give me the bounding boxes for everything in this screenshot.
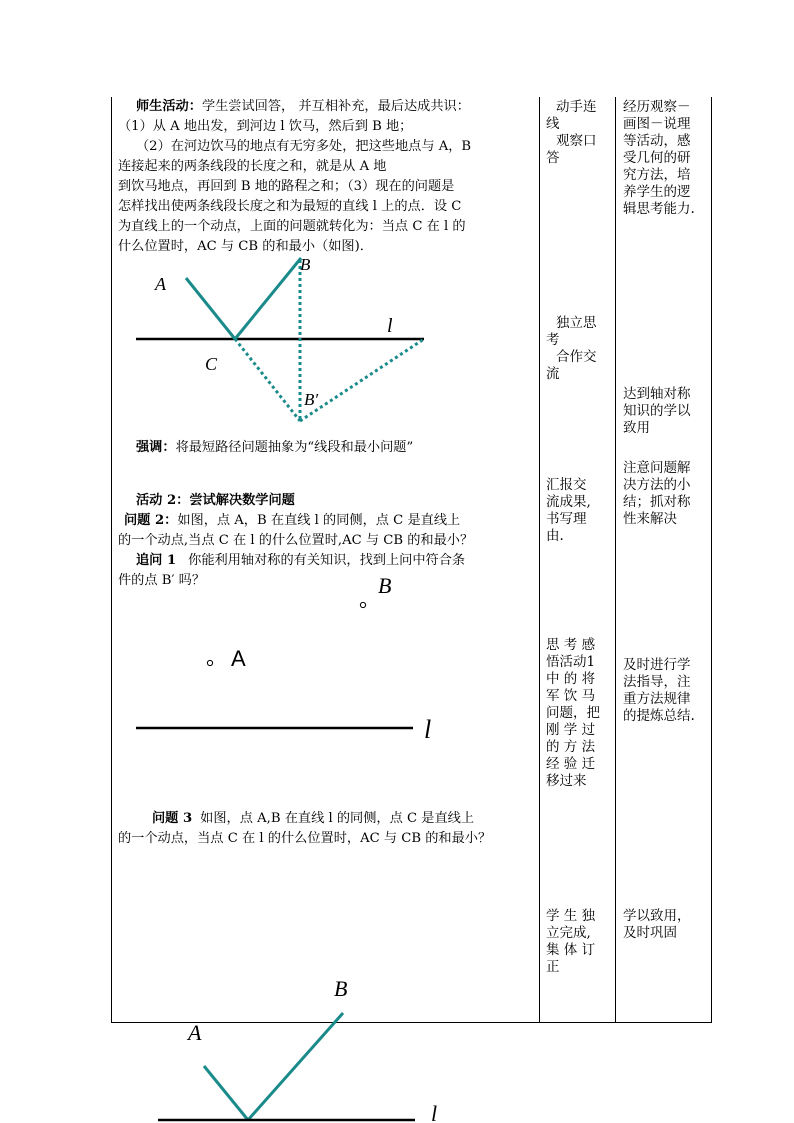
mid-text: 独立思 [556, 315, 597, 331]
label-b: B [300, 255, 311, 274]
mid-text: 动手连 [556, 99, 597, 115]
label-a: A [155, 274, 166, 294]
consensus-line-5: 怎样找出使两条线段长度之和为最短的直线 l 上的点．设 C [118, 199, 462, 214]
right-text: 的提炼总结. [623, 708, 695, 724]
mid-text: 经 验 迁 [546, 756, 596, 772]
mid-text: 集 体 订 [546, 942, 596, 958]
student-activity-4 [546, 637, 610, 790]
right-text: 学以致用， [623, 908, 691, 924]
follow-up-1-line-2: 件的点 B′ 吗？ [118, 573, 206, 588]
student-activity-5 [546, 908, 610, 976]
mid-text: 悟活动1 [546, 654, 596, 670]
mid-text: 学 生 独 [546, 908, 596, 924]
right-text: 知识的学以 [623, 403, 691, 419]
right-text: 画图－说理 [623, 116, 691, 132]
mid-text: 刚 学 过 [546, 722, 596, 738]
right-text: 等活动，感 [623, 133, 691, 149]
consensus-line-1: （1）从 A 地出发，到河边 l 饮马，然后到 B 地； [118, 119, 413, 134]
right-text: 致用 [623, 420, 650, 436]
mid-text: 汇报交 [546, 477, 587, 493]
fig2-label-l: l [424, 715, 432, 744]
mid-text: 答 [546, 150, 560, 166]
design-intent-4 [623, 657, 709, 725]
mid-text: 考 [546, 332, 560, 348]
follow-up-1-line-1: 你能利用轴对称的有关知识，找到上问中符合条 [188, 553, 466, 568]
mid-text: 思 考 感 [546, 637, 596, 653]
mid-text: 线 [546, 116, 560, 132]
activity-text: 学生尝试回答， 并互相补充，最后达成共识： [201, 99, 470, 114]
consensus-line-3: 连接起来的两条线段的长度之和，就是从 A 地 [118, 159, 387, 174]
design-intent-1 [623, 99, 709, 218]
consensus-line-4: 到饮马地点，再回到 B 地的路程之和；（3）现在的问题是 [118, 179, 455, 194]
question-3-line-2: 的一个动点，当点 C 在 l 的什么位置时，AC 与 CB 的和最小？ [118, 831, 492, 846]
emphasis-lead: 强调： [136, 440, 176, 455]
label-b-prime: B′ [304, 390, 319, 409]
student-activity-3 [546, 477, 610, 545]
mid-text: 流 [546, 366, 560, 382]
right-text: 结；抓对称 [623, 494, 691, 510]
mid-text: 中 的 将 [546, 671, 596, 687]
question-2-lead: 问题 2： [124, 513, 178, 528]
fig3-label-l: l [431, 1101, 438, 1123]
right-text: 注意问题解 [623, 460, 691, 476]
consensus-line-6: 为直线上的一个动点，上面的问题就转化为：当点 C 在 l 的 [118, 219, 466, 234]
label-l: l [387, 315, 393, 337]
right-text: 性来解决 [623, 511, 677, 527]
mid-text: 观察口 [556, 133, 597, 149]
right-text: 决方法的小 [623, 477, 691, 493]
student-activity-1 [546, 99, 610, 167]
fig3-segment-ac [204, 1066, 248, 1120]
right-text: 达到轴对称 [623, 386, 691, 402]
label-c: C [205, 354, 218, 374]
fig3-segment-cb [248, 1013, 343, 1120]
fig2-label-a: A [231, 646, 246, 671]
mid-text: 立完成, [546, 925, 591, 941]
design-intent-3 [623, 460, 709, 528]
right-text: 及时进行学 [623, 657, 691, 673]
consensus-line-7: 什么位置时，AC 与 CB 的和最小（如图)． [118, 239, 373, 254]
right-text: 养学生的逻 [623, 184, 691, 200]
emphasis-text: 将最短路径问题抽象为“线段和最小问题” [175, 440, 414, 455]
design-intent-5 [623, 908, 709, 942]
fig2-label-b: B [378, 573, 392, 598]
mid-text: 由. [546, 528, 564, 544]
right-text: 法指导，注 [623, 674, 691, 690]
right-text: 受几何的研 [623, 150, 691, 166]
right-text: 究方法，培 [623, 167, 691, 183]
mid-text: 合作交 [556, 349, 597, 365]
question-3-lead: 问题 3 [152, 811, 193, 826]
fig3-label-a: A [188, 1020, 202, 1045]
question-2-line-2: 的一个动点,当点 C 在 l 的什么位置时,AC 与 CB 的和最小？ [118, 533, 474, 548]
mid-text: 流成果, [546, 494, 591, 510]
follow-up-1-lead: 追问 1 [136, 553, 177, 568]
question-3-line-1: 如图，点 A,B 在直线 l 的同侧，点 C 是直线上 [200, 811, 475, 826]
mid-text: 的 方 法 [546, 739, 596, 755]
student-activity-2 [546, 315, 610, 383]
right-text: 经历观察－ [623, 99, 691, 115]
question-2-line-1: 如图，点 A，B 在直线 l 的同侧，点 C 是直线上 [177, 513, 461, 528]
activity-lead: 师生活动： [136, 99, 202, 114]
activity-2-title: 活动 2：尝试解决数学问题 [136, 493, 295, 508]
design-intent-2 [623, 386, 709, 437]
mid-text: 军 饮 马 [546, 688, 596, 704]
mid-text: 正 [546, 959, 560, 975]
mid-text: 移过来 [546, 773, 587, 789]
fig3-label-b: B [334, 976, 348, 1001]
mid-text: 问题，把 [546, 705, 600, 721]
right-text: 重方法规律 [623, 691, 691, 707]
mid-text: 书写理 [546, 511, 587, 527]
right-text: 辑思考能力. [623, 201, 695, 217]
right-text: 及时巩固 [623, 925, 677, 941]
consensus-line-2: （2）在河边饮马的地点有无穷多处，把这些地点与 A，B [136, 139, 472, 154]
